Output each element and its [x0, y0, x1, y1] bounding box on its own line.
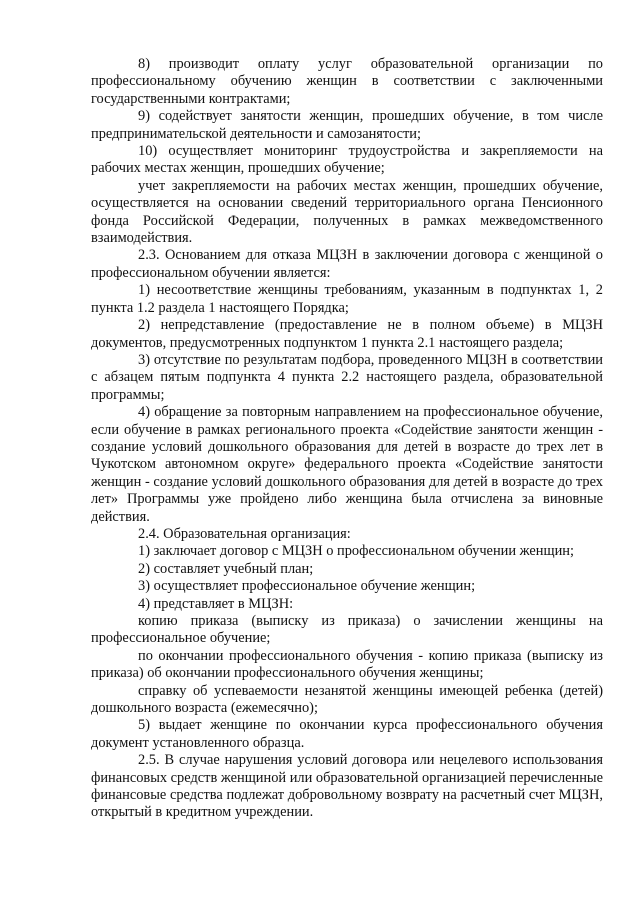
paragraph-2-4-item-3: 3) осуществляет профессиональное обучение женщин;	[138, 578, 476, 595]
paragraph-2-3-item-2: 2) непредставление (предоставление не в полном объеме) в МЦЗН документов, предусмотренных подпунктом 1 пункта 2.1 настоящего раздела;	[91, 317, 603, 351]
paragraph-2-3-item-4: 4) обращение за повторным направлением на профессиональное обучение, если обучение в рамках регионального проекта «Содействие занятости женщин - создание условий дошкольного образования для детей в возрасте до трех лет в Чукотском автономном округе» федерального проекта «Содействие занятости женщин - создание условий дошкольного образования для детей в возрасте до трех лет» Программы уже пройдено либо женщина была отчислена за виновные действия.	[91, 404, 603, 525]
paragraph-item-10: 10) осуществляет мониторинг трудоустройства и закрепляемости на рабочих местах женщин, прошедших обучение;	[91, 143, 603, 177]
paragraph-2-4-item-4: 4) представляет в МЦЗН:	[138, 595, 294, 612]
paragraph-2-4-item-4-completion-copy: по окончании профессионального обучения - копию приказа (выписку из приказа) об окончании профессионального обучения женщины;	[91, 647, 603, 682]
paragraph-section-2-3: 2.3. Основанием для отказа МЦЗН в заключении договора с женщиной о профессиональном обучении является:	[91, 247, 603, 281]
paragraph-2-4-item-1: 1) заключает договор с МЦЗН о профессиональном обучении женщин;	[138, 543, 574, 560]
paragraph-item-8: 8) производит оплату услуг образовательной организации по профессиональному обучению женщин в соответствии с заключенными государственными контрактами;	[91, 56, 603, 107]
paragraph-2-4-item-2: 2) составляет учебный план;	[138, 560, 314, 577]
paragraph-item-9: 9) содействует занятости женщин, прошедших обучение, в том числе предпринимательской деятельности и самозанятости;	[91, 108, 603, 142]
paragraph-retention-accounting: учет закрепляемости на рабочих местах женщин, прошедших обучение, осуществляется на основании сведений территориального органа Пенсионного фонда Российской Федерации, полученных в рамках межведомственного взаимодействия.	[91, 177, 603, 247]
paragraph-2-4-item-4-enrollment-copy: копию приказа (выписку из приказа) о зачислении женщины на профессиональное обучение;	[91, 613, 603, 647]
paragraph-2-3-item-3: 3) отсутствие по результатам подбора, проведенного МЦЗН в соответствии с абзацем пятым подпункта 4 пункта 2.2 настоящего раздела, образовательной программы;	[91, 351, 603, 403]
paragraph-section-2-4: 2.4. Образовательная организация:	[138, 525, 351, 542]
paragraph-section-2-5: 2.5. В случае нарушения условий договора или нецелевого использования финансовых средств женщиной или образовательной организацией перечисленные финансовые средства подлежат добровольному возврату на расчетный счет МЦЗН, открытый в кредитном учреждении.	[91, 752, 603, 821]
paragraph-2-3-item-1: 1) несоответствие женщины требованиям, указанным в подпунктах 1, 2 пункта 1.2 раздела 1 настоящего Порядка;	[91, 282, 603, 316]
document-body	[91, 56, 603, 822]
paragraph-2-4-item-5: 5) выдает женщине по окончании курса профессионального обучения документ установленного образца.	[91, 717, 603, 751]
paragraph-2-4-item-4-progress-report: справку об успеваемости незанятой женщины имеющей ребенка (детей) дошкольного возраста (ежемесячно);	[91, 682, 603, 717]
